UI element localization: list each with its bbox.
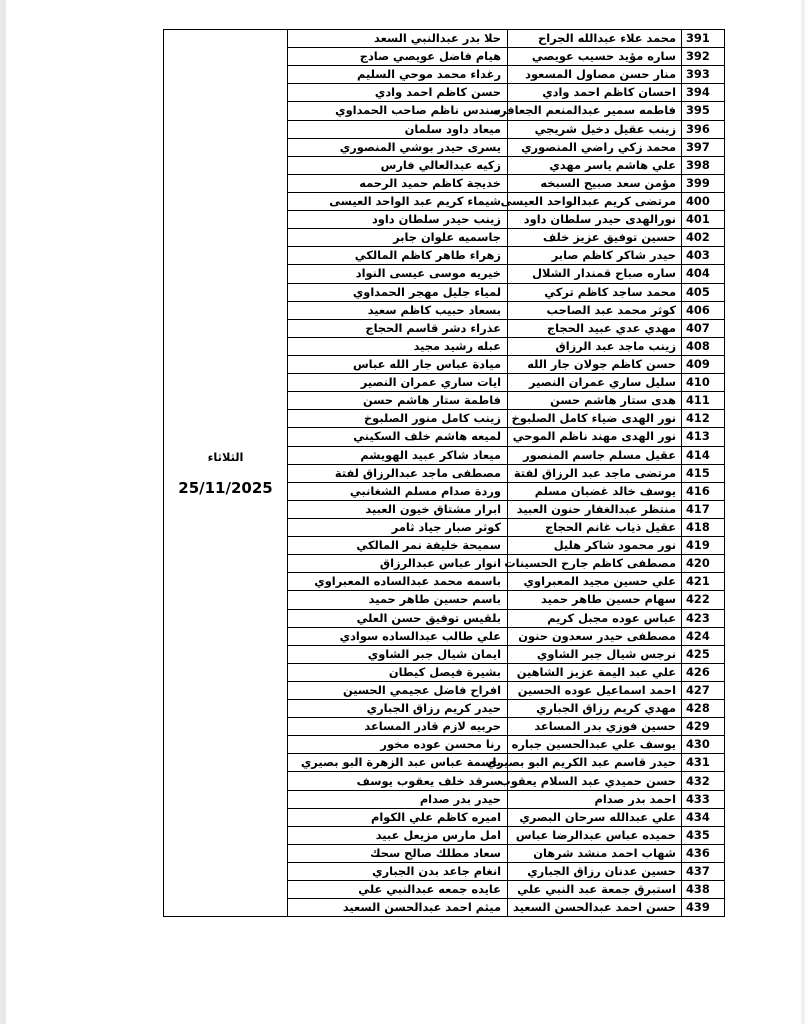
- name-cell: هدى ستار هاشم حسن: [508, 392, 682, 410]
- serial-number-cell: 402: [682, 229, 725, 247]
- companion-name-cell: رنا محسن عوده مخور: [288, 736, 508, 754]
- companion-name-cell: حربيه لازم قادر المساعد: [288, 718, 508, 736]
- serial-number-cell: 407: [682, 319, 725, 337]
- companion-name-cell: خديجة كاظم حميد الرحمه: [288, 174, 508, 192]
- companion-name-cell: زهراء طاهر كاظم المالكي: [288, 247, 508, 265]
- serial-number-cell: 425: [682, 645, 725, 663]
- companion-name-cell: حلا بدر عبدالنبي السعد: [288, 30, 508, 48]
- companion-name-cell: بشيرة فيصل كيطان: [288, 663, 508, 681]
- serial-number-cell: 430: [682, 736, 725, 754]
- serial-number-cell: 411: [682, 392, 725, 410]
- companion-name-cell: حيدر بدر صدام: [288, 790, 508, 808]
- serial-number-cell: 420: [682, 555, 725, 573]
- companion-name-cell: هيام فاضل عويصي صادج: [288, 48, 508, 66]
- name-cell: استبرق جمعة عبد النبي علي: [508, 881, 682, 899]
- companion-name-cell: زكيه عبدالعالي فارس: [288, 156, 508, 174]
- name-cell: نرجس شيال جبر الشاوي: [508, 645, 682, 663]
- serial-number-cell: 417: [682, 500, 725, 518]
- day-cell: [164, 30, 288, 917]
- companion-name-cell: جاسميه علوان جابر: [288, 229, 508, 247]
- name-cell: محمد زكي راضي المنصوري: [508, 138, 682, 156]
- companion-name-cell: عبله رشيد مجيد: [288, 337, 508, 355]
- page-edge-left: [0, 0, 6, 1024]
- companion-name-cell: وردة صدام مسلم الشغانبي: [288, 482, 508, 500]
- name-cell: احسان كاظم احمد وادي: [508, 84, 682, 102]
- serial-number-cell: 434: [682, 808, 725, 826]
- name-cell: احمد اسماعيل عوده الحسين: [508, 681, 682, 699]
- serial-number-cell: 432: [682, 772, 725, 790]
- name-cell: مصطفى حيدر سعدون حنون: [508, 627, 682, 645]
- name-cell: علي عبدالله سرحان البصري: [508, 808, 682, 826]
- companion-name-cell: انغام جاعد بدن الجباري: [288, 863, 508, 881]
- name-cell: عقيل مسلم جاسم المنصور: [508, 446, 682, 464]
- serial-number-cell: 391: [682, 30, 725, 48]
- name-cell: زينب ماجد عبد الرزاق: [508, 337, 682, 355]
- companion-name-cell: امل مارس مزيعل عبيد: [288, 826, 508, 844]
- companion-name-cell: زينب كامل منور الصلبوخ: [288, 410, 508, 428]
- companion-name-cell: ميادة عباس جار الله عباس: [288, 355, 508, 373]
- name-cell: حيدر قاسم عبد الكريم البو بصيري: [508, 754, 682, 772]
- table-row: [164, 30, 725, 48]
- name-cell: حسين فوزي بدر المساعد: [508, 718, 682, 736]
- companion-name-cell: زينب حيدر سلطان داود: [288, 211, 508, 229]
- companion-name-cell: باسمة عباس عبد الزهرة البو بصيري: [288, 754, 508, 772]
- name-cell: حميده عباس عبدالرضا عباس: [508, 826, 682, 844]
- name-cell: حسين عدنان رزاق الجباري: [508, 863, 682, 881]
- serial-number-cell: 392: [682, 48, 725, 66]
- companion-name-cell: ايات ساري عمران النصير: [288, 374, 508, 392]
- serial-number-cell: 410: [682, 374, 725, 392]
- name-cell: سليل ساري عمران النصير: [508, 374, 682, 392]
- name-cell: نور الهدى مهند ناظم الموحي: [508, 428, 682, 446]
- serial-number-cell: 439: [682, 899, 725, 917]
- companion-name-cell: لميعه هاشم خلف السكيني: [288, 428, 508, 446]
- name-cell: حسن كاظم جولان جار الله: [508, 355, 682, 373]
- name-cell: كوثر محمد عبد الصاحب: [508, 301, 682, 319]
- serial-number-cell: 396: [682, 120, 725, 138]
- companion-name-cell: ميعاد شاكر عبيد الهويشم: [288, 446, 508, 464]
- names-table: [163, 29, 725, 917]
- name-cell: نور محمود شاكر هليل: [508, 537, 682, 555]
- serial-number-cell: 412: [682, 410, 725, 428]
- serial-number-cell: 424: [682, 627, 725, 645]
- serial-number-cell: 409: [682, 355, 725, 373]
- serial-number-cell: 408: [682, 337, 725, 355]
- companion-name-cell: باسم حسين طاهر حميد: [288, 591, 508, 609]
- serial-number-cell: 416: [682, 482, 725, 500]
- name-cell: حسن حميدي عبد السلام يعقوب: [508, 772, 682, 790]
- serial-number-cell: 429: [682, 718, 725, 736]
- serial-number-cell: 404: [682, 265, 725, 283]
- serial-number-cell: 421: [682, 573, 725, 591]
- name-cell: مرتضى كريم عبدالواحد العيسى: [508, 192, 682, 210]
- companion-name-cell: ميعاد داود سلمان: [288, 120, 508, 138]
- serial-number-cell: 394: [682, 84, 725, 102]
- name-cell: عباس عوده مجبل كريم: [508, 609, 682, 627]
- serial-number-cell: 433: [682, 790, 725, 808]
- companion-name-cell: يسرى حيدر بوشي المنصوري: [288, 138, 508, 156]
- serial-number-cell: 401: [682, 211, 725, 229]
- name-cell: نور الهدى ضياء كامل الصلبوخ: [508, 410, 682, 428]
- companion-name-cell: ابرار مشتاق خيون العبيد: [288, 500, 508, 518]
- companion-name-cell: علي طالب عبدالساده سوادي: [288, 627, 508, 645]
- serial-number-cell: 436: [682, 844, 725, 862]
- companion-name-cell: اميره كاظم علي الكوام: [288, 808, 508, 826]
- serial-number-cell: 426: [682, 663, 725, 681]
- name-cell: احمد بدر صدام: [508, 790, 682, 808]
- companion-name-cell: سميحة خليفة نمر المالكي: [288, 537, 508, 555]
- companion-name-cell: حيدر كريم رزاق الجباري: [288, 700, 508, 718]
- companion-name-cell: عذراء دشر قاسم الحجاج: [288, 319, 508, 337]
- serial-number-cell: 418: [682, 518, 725, 536]
- name-cell: يوسف خالد غضبان مسلم: [508, 482, 682, 500]
- name-cell: حيدر شاكر كاظم صابر: [508, 247, 682, 265]
- companion-name-cell: مصطفى ماجد عبدالرزاق لفتة: [288, 464, 508, 482]
- companion-name-cell: ايمان شيال جبر الشاوي: [288, 645, 508, 663]
- name-cell: زينب عقيل دخيل شريجي: [508, 120, 682, 138]
- companion-name-cell: كوثر صبار جياد ثامر: [288, 518, 508, 536]
- companion-name-cell: انوار عباس عبدالرزاق: [288, 555, 508, 573]
- companion-name-cell: بلقيس توفيق حسن العلي: [288, 609, 508, 627]
- name-cell: حسن احمد عبدالحسن السعيد: [508, 899, 682, 917]
- name-cell: ساره مؤيد حسيب عويصي: [508, 48, 682, 66]
- companion-name-cell: سندس ناظم صاحب الحمداوي: [288, 102, 508, 120]
- name-cell: يوسف علي عبدالحسين جباره: [508, 736, 682, 754]
- serial-number-cell: 406: [682, 301, 725, 319]
- page-edge-right: [801, 0, 805, 1024]
- serial-number-cell: 398: [682, 156, 725, 174]
- serial-number-cell: 399: [682, 174, 725, 192]
- name-cell: علي حسين مجيد المعبراوي: [508, 573, 682, 591]
- serial-number-cell: 428: [682, 700, 725, 718]
- name-cell: مهدي عدي عبيد الحجاج: [508, 319, 682, 337]
- companion-name-cell: خيريه موسى عيسى النواد: [288, 265, 508, 283]
- serial-number-cell: 427: [682, 681, 725, 699]
- companion-name-cell: ميثم احمد عبدالحسن السعيد: [288, 899, 508, 917]
- serial-number-cell: 397: [682, 138, 725, 156]
- name-cell: محمد علاء عبدالله الجراح: [508, 30, 682, 48]
- serial-number-cell: 400: [682, 192, 725, 210]
- day-date: 25/11/2025: [178, 479, 273, 498]
- name-cell: مؤمن سعد صبيح السبخه: [508, 174, 682, 192]
- companion-name-cell: حسن كاظم احمد وادي: [288, 84, 508, 102]
- serial-number-cell: 414: [682, 446, 725, 464]
- serial-number-cell: 431: [682, 754, 725, 772]
- serial-number-cell: 438: [682, 881, 725, 899]
- companion-name-cell: افراح فاضل عجيمي الحسين: [288, 681, 508, 699]
- name-cell: نورالهدى حيدر سلطان داود: [508, 211, 682, 229]
- names-table-body: [164, 30, 725, 917]
- name-cell: شهاب احمد منشد شرهان: [508, 844, 682, 862]
- serial-number-cell: 437: [682, 863, 725, 881]
- serial-number-cell: 415: [682, 464, 725, 482]
- companion-name-cell: رغداء محمد موحي السليم: [288, 66, 508, 84]
- serial-number-cell: 423: [682, 609, 725, 627]
- name-cell: فاطمه سمير عبدالمنعم الجعافره: [508, 102, 682, 120]
- companion-name-cell: عايده جمعه عبدالنبي علي: [288, 881, 508, 899]
- name-cell: منتظر عبدالغفار حنون العبيد: [508, 500, 682, 518]
- name-cell: عقيل ذياب غانم الحجاج: [508, 518, 682, 536]
- companion-name-cell: شيماء كريم عبد الواحد العيسى: [288, 192, 508, 210]
- name-cell: ساره صباح قمندار الشلال: [508, 265, 682, 283]
- serial-number-cell: 393: [682, 66, 725, 84]
- serial-number-cell: 419: [682, 537, 725, 555]
- day-name: الثلاثاء: [207, 450, 244, 465]
- companion-name-cell: باسمه محمد عبدالساده المعبراوي: [288, 573, 508, 591]
- serial-number-cell: 413: [682, 428, 725, 446]
- name-cell: منار حسن مصاول المسعود: [508, 66, 682, 84]
- name-cell: مرتضى ماجد عبد الرزاق لفتة: [508, 464, 682, 482]
- name-cell: علي عبد اليمة عزيز الشاهين: [508, 663, 682, 681]
- serial-number-cell: 405: [682, 283, 725, 301]
- serial-number-cell: 403: [682, 247, 725, 265]
- name-cell: حسين توفيق عزيز خلف: [508, 229, 682, 247]
- name-cell: مصطفى كاظم جارح الحسينات: [508, 555, 682, 573]
- name-cell: مهدي كريم رزاق الجباري: [508, 700, 682, 718]
- companion-name-cell: فاطمة ستار هاشم حسن: [288, 392, 508, 410]
- serial-number-cell: 435: [682, 826, 725, 844]
- name-cell: محمد ساجد كاظم تركي: [508, 283, 682, 301]
- name-cell: سهام حسين طاهر حميد: [508, 591, 682, 609]
- companion-name-cell: بسعاد حبيب كاظم سعيد: [288, 301, 508, 319]
- companion-name-cell: سعاد مطلك صالح سحك: [288, 844, 508, 862]
- companion-name-cell: لمياء جليل مهجر الحمداوي: [288, 283, 508, 301]
- name-cell: علي هاشم ياسر مهدي: [508, 156, 682, 174]
- companion-name-cell: سرقد خلف يعقوب يوسف: [288, 772, 508, 790]
- serial-number-cell: 395: [682, 102, 725, 120]
- serial-number-cell: 422: [682, 591, 725, 609]
